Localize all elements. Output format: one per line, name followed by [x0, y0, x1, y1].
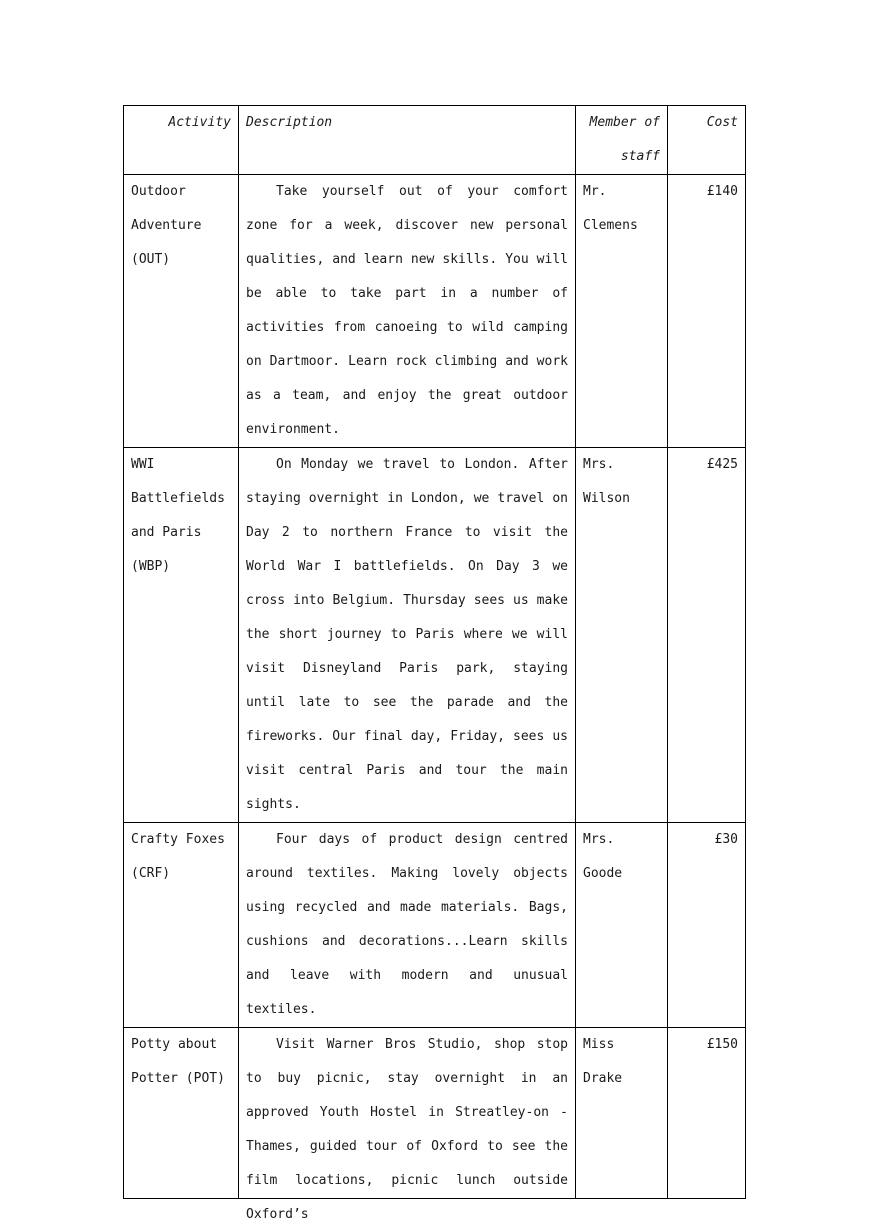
description-text: Take yourself out of your comfort zone for a week, discover new personal qualities, and learn new skills. You will be able to take part in a number of activities from canoeing to wild camping on Dartmoor. Learn rock climbing and work as a team, and enjoy the great outdoor environment.	[246, 184, 568, 437]
activity-cell: WWI Battlefields and Paris (WBP)	[124, 448, 239, 823]
header-activity: Activity	[124, 106, 239, 175]
table-row	[124, 448, 746, 823]
description-cell	[239, 448, 576, 823]
cost-cell: £425	[668, 448, 746, 823]
header-staff: Member of staff	[576, 106, 668, 175]
activity-cell: Outdoor Adventure (OUT)	[124, 175, 239, 448]
description-cell	[239, 823, 576, 1028]
cost-cell: £140	[668, 175, 746, 448]
activities-table	[123, 105, 746, 1222]
header-description: Description	[239, 106, 576, 175]
table-header-row	[124, 106, 746, 175]
description-cell	[239, 1028, 576, 1222]
description-text: Four days of product design centred around textiles. Making lovely objects using recycled and made materials. Bags, cushions and decorations...Learn skills and leave with modern and unusual textiles.	[246, 832, 568, 1017]
cost-cell: £30	[668, 823, 746, 1028]
cost-cell: £150	[668, 1028, 746, 1199]
table-row	[124, 1028, 746, 1199]
staff-cell: Mrs. Wilson	[576, 448, 668, 823]
table-row	[124, 175, 746, 448]
description-cell	[239, 175, 576, 448]
table-row	[124, 823, 746, 1028]
header-cost: Cost	[668, 106, 746, 175]
staff-cell: Miss Drake	[576, 1028, 668, 1199]
description-text: Visit Warner Bros Studio, shop stop to buy picnic, stay overnight in an approved Youth Hostel in Streatley-on -Thames, guided tour of Oxford to see the film locations, picnic lunch outside Oxford’s	[246, 1037, 568, 1222]
activity-cell: Crafty Foxes (CRF)	[124, 823, 239, 1028]
description-text: On Monday we travel to London. After staying overnight in London, we travel on Day 2 to northern France to visit the World War I battlefields. On Day 3 we cross into Belgium. Thursday sees us make the short journey to Paris where we will visit Disneyland Paris park, staying until late to see the parade and the fireworks. Our final day, Friday, sees us visit central Paris and tour the main sights.	[246, 457, 568, 812]
staff-cell: Mrs. Goode	[576, 823, 668, 1028]
staff-cell: Mr. Clemens	[576, 175, 668, 448]
activity-cell: Potty about Potter (POT)	[124, 1028, 239, 1199]
